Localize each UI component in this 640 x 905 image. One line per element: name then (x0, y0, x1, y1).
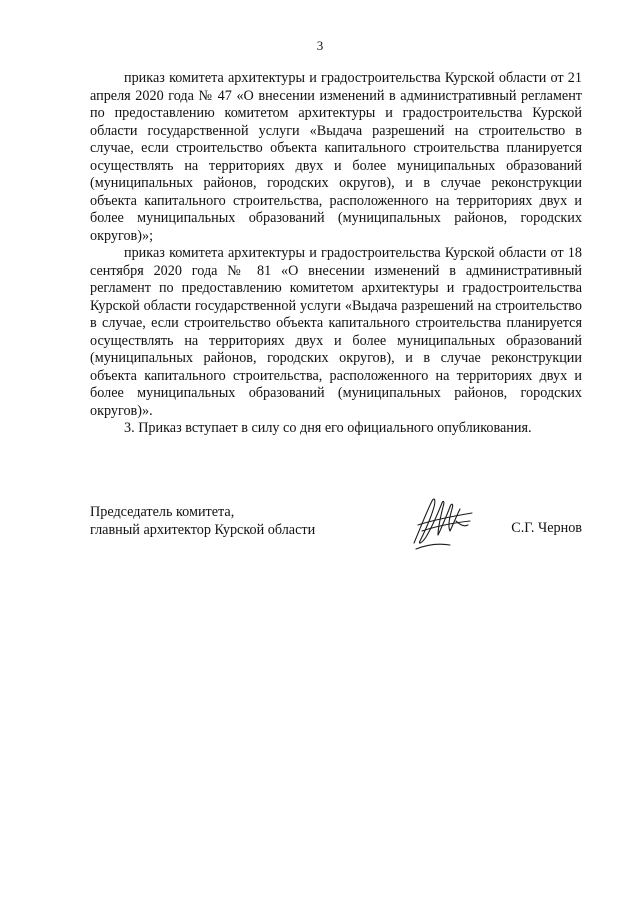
paragraph-order-81: приказ комитета архитектуры и градостроительства Курской области от 18 сентября 2020 года № 81 «О внесении изменений в административный регламент по предоставлению комитетом архитектуры и градостроительства Курской области государственной услуги «Выдача разрешений на строительство в случае, если строительство объекта капитального строительства планируется осуществлять на территориях двух и более муниципальных образований (муниципальных районов, городских округов), и в случае реконструкции объекта капитального строительства, расположенного на территориях двух и более муниципальных образований (муниципальных районов, городских округов)». (90, 245, 582, 419)
signer-position-line-1: Председатель комитета, (90, 504, 235, 520)
paragraph-order-47: приказ комитета архитектуры и градостроительства Курской области от 21 апреля 2020 года № 47 «О внесении изменений в административный регламент по предоставлению комитетом архитектуры и градостроительства Курской области государственной услуги «Выдача разрешений на строительство в случае, если строительство объекта капитального строительства планируется осуществлять на территориях двух и более муниципальных образований (муниципальных районов, городских округов), и в случае реконструкции объекта капитального строительства, расположенного на территориях двух и более муниципальных образований (муниципальных районов, городских округов)»; (90, 70, 582, 244)
signer-position (90, 503, 315, 539)
signature-block (90, 503, 582, 563)
signer-position-line-2: главный архитектор Курской области (90, 522, 316, 538)
document-body (90, 70, 582, 438)
signer-name: С.Г. Чернов (511, 520, 582, 536)
handwritten-signature (408, 491, 478, 553)
paragraph-effective-date: 3. Приказ вступает в силу со дня его официального опубликования. (124, 420, 532, 436)
page-number: 3 (316, 38, 324, 53)
